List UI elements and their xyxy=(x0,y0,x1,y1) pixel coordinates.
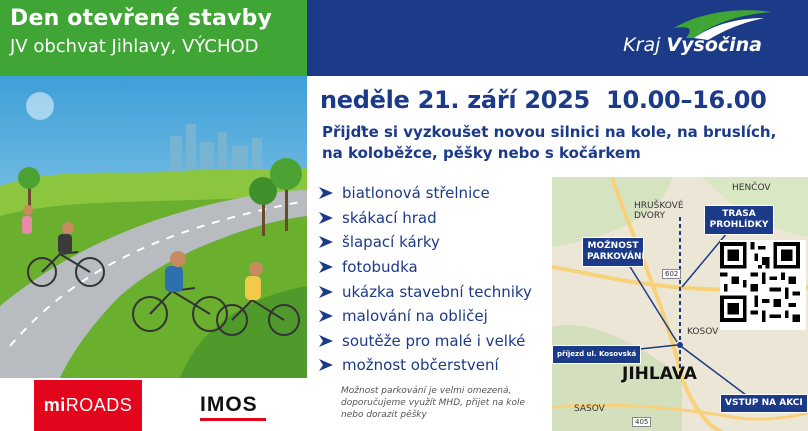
callout-trasa-prohlidky: TRASA PROHLÍDKY xyxy=(704,205,774,235)
event-invitation: Přijďte si vyzkoušet novou silnici na kole, na bruslích, na koloběžce, pěšky nebo s kočárkem xyxy=(322,123,777,162)
list-item xyxy=(318,181,532,206)
miroads-suffix: ROADS xyxy=(65,395,133,415)
list-item xyxy=(318,353,532,378)
arrow-right-icon xyxy=(318,235,334,249)
callout-vstup-na-akci: VSTUP NA AKCI xyxy=(720,394,808,413)
imos-logo-bar xyxy=(200,418,266,421)
arrow-right-icon xyxy=(318,260,334,274)
arrow-right-icon xyxy=(318,358,334,372)
road-number: 602 xyxy=(662,269,681,279)
brand-bar xyxy=(307,0,808,76)
callout-prijezd: příjezd ul. Kosovská xyxy=(552,345,641,364)
arrow-right-icon xyxy=(318,285,334,299)
arrow-right-icon xyxy=(318,309,334,323)
activity-label: skákací hrad xyxy=(342,208,437,227)
event-title: Den otevřené stavby xyxy=(10,6,273,31)
event-title-block xyxy=(0,0,307,76)
brand-wordmark xyxy=(623,34,762,56)
activity-label: biatlonová střelnice xyxy=(342,184,490,203)
location-map xyxy=(552,177,808,431)
miroads-logo xyxy=(34,380,142,431)
event-date-time: neděle 21. září 2025 10.00–16.00 xyxy=(320,86,767,114)
map-place-hruskove-dvory: HRUŠKOVÉ DVORY xyxy=(634,201,684,221)
activity-label: ukázka stavební techniky xyxy=(342,282,532,301)
parking-note: Možnost parkování je velmi omezená, doporučujeme využít MHD, přijet na kole nebo dorazit pěšky xyxy=(341,386,526,420)
activity-label: fotobudka xyxy=(342,258,418,277)
callout-moznost-parkovani: MOŽNOST PARKOVÁNÍ xyxy=(582,237,644,267)
activity-list xyxy=(318,181,532,378)
activity-label: šlapací kárky xyxy=(342,233,440,252)
arrow-right-icon xyxy=(318,186,334,200)
map-place-sasov: SASOV xyxy=(574,404,605,414)
brand-name: Vysočina xyxy=(666,34,762,56)
activity-label: malování na obličej xyxy=(342,307,488,326)
qr-code-icon xyxy=(720,240,800,324)
list-item xyxy=(318,304,532,329)
list-item xyxy=(318,279,532,304)
event-subtitle: JV obchvat Jihlavy, VÝCHOD xyxy=(10,36,259,57)
map-city-jihlava: JIHLAVA xyxy=(622,364,697,384)
miroads-prefix: mi xyxy=(43,395,66,415)
arrow-right-icon xyxy=(318,334,334,348)
list-item xyxy=(318,255,532,280)
list-item xyxy=(318,206,532,231)
road-number: 405 xyxy=(632,417,651,427)
map-place-hencov: HENČOV xyxy=(732,183,771,193)
imos-logo: IMOS xyxy=(200,393,258,416)
cyclists-illustration xyxy=(0,76,307,378)
brand-prefix: Kraj xyxy=(623,34,661,56)
list-item xyxy=(318,230,532,255)
arrow-right-icon xyxy=(318,211,334,225)
activity-label: soutěže pro malé i velké xyxy=(342,331,526,350)
activity-label: možnost občerstvení xyxy=(342,356,499,375)
map-place-kosov: KOSOV xyxy=(687,327,719,337)
qr-code[interactable] xyxy=(720,240,806,330)
list-item xyxy=(318,329,532,354)
